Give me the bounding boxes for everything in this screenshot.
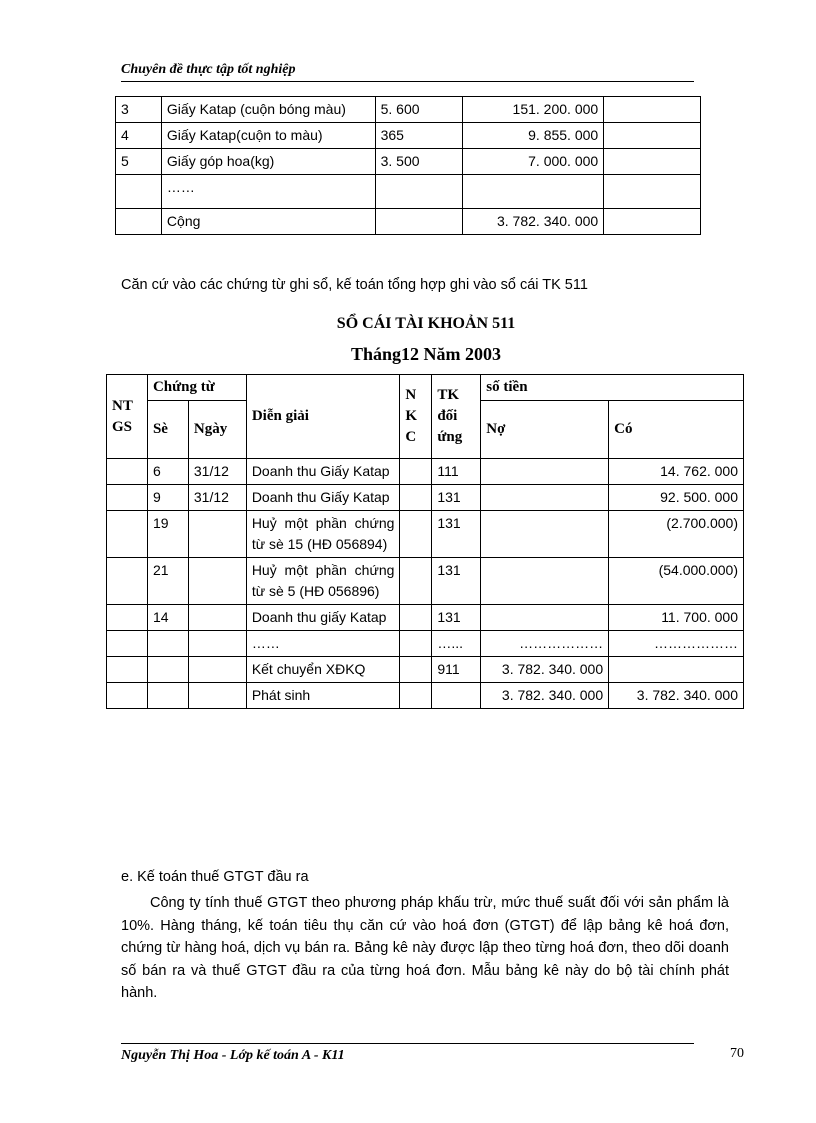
cell-so: 21 [147, 558, 188, 605]
product-name: …… [161, 175, 375, 209]
cell-dien-giai: Kết chuyển XĐKQ [246, 657, 400, 683]
header-tk: TK đối ứng [432, 375, 481, 459]
cell-so [147, 683, 188, 709]
cell-ntgs [107, 459, 148, 485]
cell-tk: 111 [432, 459, 481, 485]
page-number: 70 [730, 1046, 744, 1061]
quantity: 5. 600 [375, 97, 463, 123]
footer-divider [121, 1043, 694, 1044]
cell-dien-giai: Doanh thu Giấy Katap [246, 485, 400, 511]
row-number: 5 [116, 149, 162, 175]
quantity [375, 175, 463, 209]
cell-so [147, 657, 188, 683]
header-ngay: Ngày [188, 401, 246, 459]
table-row [116, 97, 701, 123]
cell-ntgs [107, 657, 148, 683]
amount: 9. 855. 000 [463, 123, 604, 149]
cell-dien-giai: Doanh thu Giấy Katap [246, 459, 400, 485]
cell-no: ……………… [481, 631, 609, 657]
cell-no [481, 459, 609, 485]
cell-so: 6 [147, 459, 188, 485]
table-row [107, 683, 744, 709]
quantity: 365 [375, 123, 463, 149]
cell-so: 14 [147, 605, 188, 631]
ledger-subtitle: Tháng12 Năm 2003 [350, 344, 502, 364]
extra [604, 123, 701, 149]
cell-nkc [400, 459, 432, 485]
table-row [107, 485, 744, 511]
cell-ntgs [107, 511, 148, 558]
header-so-tien: số tiền [481, 375, 744, 401]
cell-co: 92. 500. 000 [609, 485, 744, 511]
cell-no [481, 558, 609, 605]
cell-co: (54.000.000) [609, 558, 744, 605]
table-row [116, 209, 701, 235]
cell-ntgs [107, 683, 148, 709]
extra [604, 149, 701, 175]
cell-tk: 131 [432, 485, 481, 511]
amount [463, 175, 604, 209]
cell-no [481, 485, 609, 511]
cell-so: 9 [147, 485, 188, 511]
cell-no: 3. 782. 340. 000 [481, 657, 609, 683]
table-row [107, 605, 744, 631]
table-row [107, 631, 744, 657]
cell-tk: 131 [432, 605, 481, 631]
header-no: Nợ [481, 401, 609, 459]
ledger-table [106, 374, 744, 709]
cell-co: ……………… [609, 631, 744, 657]
cell-nkc [400, 631, 432, 657]
table-row [107, 657, 744, 683]
extra [604, 209, 701, 235]
cell-ngay [188, 558, 246, 605]
cell-ntgs [107, 558, 148, 605]
amount: 3. 782. 340. 000 [463, 209, 604, 235]
cell-nkc [400, 683, 432, 709]
product-name: Giấy Katap(cuộn to màu) [161, 123, 375, 149]
amount: 7. 000. 000 [463, 149, 604, 175]
product-name: Giấy góp hoa(kg) [161, 149, 375, 175]
product-table [115, 96, 701, 235]
cell-co: 11. 700. 000 [609, 605, 744, 631]
cell-no [481, 605, 609, 631]
header-dien-giai: Diễn giải [246, 375, 400, 459]
cell-tk: 911 [432, 657, 481, 683]
quantity [375, 209, 463, 235]
extra [604, 97, 701, 123]
row-number: 3 [116, 97, 162, 123]
cell-nkc [400, 657, 432, 683]
header-chung-tu: Chứng từ [147, 375, 246, 401]
product-name: Giấy Katap (cuộn bóng màu) [161, 97, 375, 123]
amount: 151. 200. 000 [463, 97, 604, 123]
cell-tk [432, 683, 481, 709]
cell-ngay [188, 511, 246, 558]
cell-nkc [400, 558, 432, 605]
cell-dien-giai: Huỷ một phần chứng từ sè 5 (HĐ 056896) [246, 558, 400, 605]
cell-ngay: 31/12 [188, 459, 246, 485]
row-number [116, 175, 162, 209]
cell-ntgs [107, 485, 148, 511]
cell-dien-giai: Huỷ một phần chứng từ sè 15 (HĐ 056894) [246, 511, 400, 558]
row-number [116, 209, 162, 235]
cell-nkc [400, 605, 432, 631]
cell-dien-giai: Doanh thu giấy Katap [246, 605, 400, 631]
cell-co: 14. 762. 000 [609, 459, 744, 485]
cell-ngay: 31/12 [188, 485, 246, 511]
cell-ngay [188, 657, 246, 683]
section-heading: e. Kế toán thuế GTGT đầu ra [121, 869, 309, 885]
cell-no: 3. 782. 340. 000 [481, 683, 609, 709]
cell-no [481, 511, 609, 558]
cell-tk: …... [432, 631, 481, 657]
cell-ngay [188, 605, 246, 631]
cell-nkc [400, 485, 432, 511]
table-row [116, 123, 701, 149]
page-header: Chuyên đề thực tập tốt nghiệp [121, 62, 694, 82]
quantity: 3. 500 [375, 149, 463, 175]
footer-author: Nguyễn Thị Hoa - Lớp kế toán A - K11 [121, 1048, 345, 1063]
cell-dien-giai: …… [246, 631, 400, 657]
cell-ntgs [107, 631, 148, 657]
cell-ngay [188, 631, 246, 657]
table-row [107, 459, 744, 485]
table-row [107, 558, 744, 605]
table-row [116, 175, 701, 209]
cell-co: (2.700.000) [609, 511, 744, 558]
row-number: 4 [116, 123, 162, 149]
intro-text: Căn cứ vào các chứng từ ghi sổ, kế toán tổng hợp ghi vào sổ cái TK 511 [121, 277, 588, 293]
body-paragraph: Công ty tính thuế GTGT theo phương pháp khấu trừ, mức thuế suất đối với sản phẩm là 10%. Hàng tháng, kế toán tiêu thụ căn cứ vào hoá đơn (GTGT) để lập bảng kê hoá đơn, chứng từ hàng hoá, dịch vụ bán ra. Bảng kê này được lập theo từng hoá đơn, theo dõi doanh số bán ra và thuế GTGT đầu ra của từng hoá đơn. Mẫu bảng kê này do bộ tài chính phát hành. [121, 895, 729, 1001]
header-nkc: N K C [400, 375, 432, 459]
cell-tk: 131 [432, 558, 481, 605]
header-co: Có [609, 401, 744, 459]
extra [604, 175, 701, 209]
header-so: Sè [147, 401, 188, 459]
cell-ntgs [107, 605, 148, 631]
cell-nkc [400, 511, 432, 558]
table-row [116, 149, 701, 175]
cell-so [147, 631, 188, 657]
cell-so: 19 [147, 511, 188, 558]
cell-co [609, 657, 744, 683]
cell-ngay [188, 683, 246, 709]
cell-tk: 131 [432, 511, 481, 558]
ledger-title: SỔ CÁI TÀI KHOẢN 511 [336, 315, 516, 332]
product-name: Cộng [161, 209, 375, 235]
header-ntgs: NT GS [107, 375, 148, 459]
cell-dien-giai: Phát sinh [246, 683, 400, 709]
table-row [107, 511, 744, 558]
cell-co: 3. 782. 340. 000 [609, 683, 744, 709]
